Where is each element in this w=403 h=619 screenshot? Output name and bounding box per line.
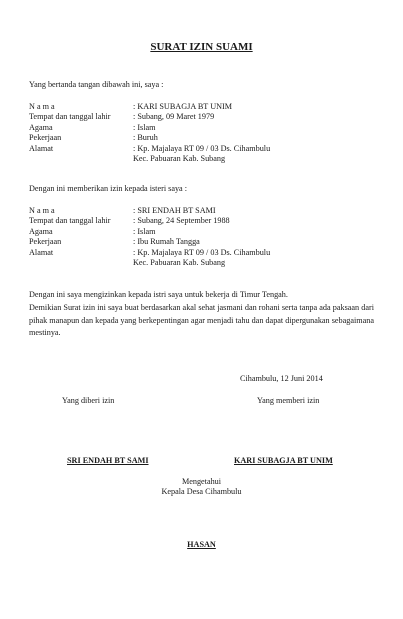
left-signature-name: SRI ENDAH BT SAMI — [67, 456, 149, 465]
husband-label: Agama — [29, 122, 53, 132]
wife-value: : Ibu Rumah Tangga — [133, 237, 200, 247]
husband-value: Kec. Pabuaran Kab. Subang — [133, 154, 226, 163]
wife-label: Alamat — [29, 247, 54, 257]
right-signature-name: KARI SUBAGJA BT UNIM — [234, 456, 333, 465]
intro-text: Yang bertanda tangan dibawah ini, saya : — [29, 80, 164, 89]
husband-value: : KARI SUBAGJA BT UNIM — [133, 102, 233, 111]
wife-label: N a m a — [29, 206, 55, 215]
paragraph-closing: Demikian Surat izin ini saya buat berdasarkan akal sehat jasmani dan rohani serta tanpa ada paksaan dari pihak manapun dan kepada yang berkepentingan agar menjadi tahu dan dapat dipergunakan sebagaimana mestinya. — [29, 303, 374, 337]
husband-label: Alamat — [29, 143, 54, 153]
left-signature-label: Yang diberi izin — [62, 396, 115, 405]
paragraph-permission: Dengan ini saya mengizinkan kepada istri saya untuk bekerja di Timur Tengah. — [29, 290, 288, 299]
wife-value: : SRI ENDAH BT SAMI — [133, 206, 216, 215]
husband-value: : Subang, 09 Maret 1979 — [133, 112, 215, 122]
husband-value: : Kp. Majalaya RT 09 / 03 Ds. Cihambulu — [133, 143, 271, 153]
wife-value: : Islam — [133, 226, 156, 236]
husband-value: : Islam — [133, 122, 156, 132]
village-head-title: Kepala Desa Cihambulu — [161, 487, 242, 496]
husband-label: Pekerjaan — [29, 133, 62, 143]
husband-label: N a m a — [29, 102, 55, 111]
wife-value: Kec. Pabuaran Kab. Subang — [133, 258, 226, 267]
wife-value: : Subang, 24 September 1988 — [133, 216, 230, 226]
wife-label: Agama — [29, 226, 53, 236]
wife-label: Pekerjaan — [29, 237, 62, 247]
right-signature-label: Yang memberi izin — [257, 396, 320, 405]
husband-value: : Buruh — [133, 133, 158, 143]
acknowledged-label: Mengetahui — [181, 477, 222, 486]
document-title: SURAT IZIN SUAMI — [150, 41, 253, 53]
village-head-name: HASAN — [187, 540, 216, 549]
wife-value: : Kp. Majalaya RT 09 / 03 Ds. Cihambulu — [133, 247, 271, 257]
permission-intro-text: Dengan ini memberikan izin kepada isteri saya : — [29, 184, 188, 193]
place-date: Cihambulu, 12 Juni 2014 — [240, 374, 323, 383]
wife-label: Tempat dan tanggal lahir — [29, 216, 111, 226]
husband-label: Tempat dan tanggal lahir — [29, 112, 111, 122]
